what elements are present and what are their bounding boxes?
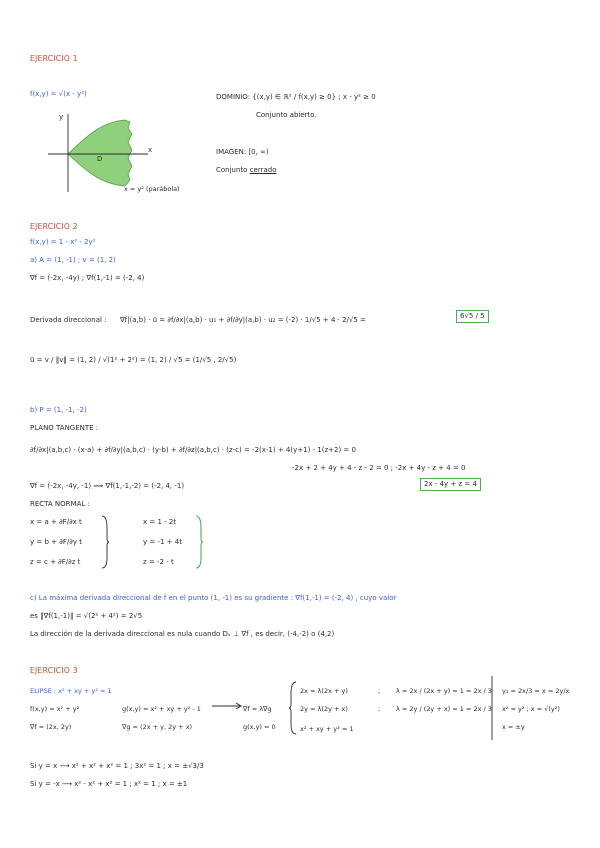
ej2-deriv-label: Derivada direccional :: [30, 316, 107, 324]
recta-right-z: z = -2 - t: [143, 558, 174, 566]
ej3-case-1: Si y = x ⟶ x² + x² + x² = 1 ; 3x² = 1 ; x = ±√3/3: [30, 762, 204, 770]
domain-region: [68, 120, 132, 186]
ej3-elipse: ELIPSE : x² + xy + y² = 1: [30, 687, 112, 695]
ej2-plano-result: 2x - 4y + z = 4: [420, 478, 481, 491]
ej3-divider: [490, 676, 494, 740]
x-axis-label: x: [148, 146, 153, 154]
ej2-gradient: ∇f = (-2x, -4y) ; ∇f(1,-1) = (-2, 4): [30, 274, 145, 282]
ej2-deriv-formula: ∇f|(a,b) · ū = ∂f/∂x|(a,b) · u₁ + ∂f/∂y|(a,b) · u₂ = (-2) · 1/√5 + 4 · 2/√5 =: [120, 316, 366, 324]
ej2-function: f(x,y) = 1 - x² - 2y²: [30, 238, 96, 246]
ej2-title: EJERCICIO 2: [30, 222, 78, 231]
recta-right-x: x = 1 - 2t: [143, 518, 177, 526]
ej3-sys-3: x² + xy + y² = 1: [300, 725, 354, 733]
ej1-imagen: IMAGEN: [0, ∞): [216, 148, 269, 156]
ej3-case-2: Si y = -x ⟶ x² - x² + x² = 1 ; x² = 1 ; x = ±1: [30, 780, 188, 788]
ej3-arrow: [210, 701, 244, 711]
ej2-part-a: a) A = (1, -1) ; v = (1, 2): [30, 256, 116, 264]
curve-label: x = y² (parábola): [124, 185, 180, 193]
ej1-function: f(x,y) = √(x - y²): [30, 90, 87, 98]
ej1-cerrado: [216, 166, 277, 175]
ej1-cerrado-prefix: Conjunto: [216, 166, 248, 174]
recta-right-brace: [194, 514, 204, 570]
ej2-part-c-line1: [30, 594, 396, 603]
ej2-part-c-line3: La dirección de la derivada direccional es nula cuando Dᵥ ⊥ ∇f , es decir, (-4,-2) o (4,2): [30, 630, 335, 638]
ej1-domain-graph: [40, 108, 210, 200]
ej3-right-2: x² = y² ; x = √(y²): [502, 705, 560, 713]
ej3-lagrange: ∇f = λ∇g: [243, 705, 272, 713]
ej2-gradient-3d: ∇f = (-2x, -4y, -1) ⟹ ∇f(1,-1,-2) = (-2, 4, -1): [30, 482, 185, 490]
ej2-part-b: b) P = (1, -1, -2): [30, 406, 87, 414]
ej3-right-1: y₃ = 2x/3 = x = 2y/x: [502, 687, 570, 695]
ej3-right-3: x = ±y: [502, 723, 525, 731]
region-label: D: [97, 155, 103, 163]
ej2-plano-label: PLANO TANGENTE :: [30, 424, 99, 432]
recta-left-x: x = a + ∂F/∂x t: [30, 518, 82, 526]
ej2-part-c-text: c) La máxima derivada direccional de f en el punto (1, -1) es su gradiente : ∇f(1,-1) = (-2, 4) , cuyo valor: [30, 594, 397, 602]
ej2-part-c-line2: es ‖∇f(1,-1)‖ = √(2² + 4²) = 2√5: [30, 612, 143, 620]
ej3-system-brace: [288, 680, 298, 736]
ej3-sys-1: 2x = λ(2x + y): [300, 687, 348, 695]
ej1-abierto: Conjunto abierto.: [256, 111, 317, 119]
ej3-lambda-2: λ = 2y / (2y + x) = 1 = 2x / 3: [396, 705, 492, 713]
recta-left-brace: [100, 514, 110, 570]
y-axis-label: y: [59, 113, 64, 121]
ej2-unit-vector: ū = v / ‖v‖ = (1, 2) / √(1² + 2²) = (1, 2) / √5 = (1/√5 , 2/√5): [30, 356, 237, 364]
ej3-f: f(x,y) = x² + y²: [30, 705, 80, 713]
recta-left-z: z = c + ∂F/∂z t: [30, 558, 81, 566]
ej3-grad-f: ∇f = (2x, 2y): [30, 723, 72, 731]
ej2-deriv-result: 6√5 / 5: [456, 310, 489, 323]
ej3-semicolon-1: ;: [378, 687, 381, 695]
ej1-cerrado-word: cerrado: [249, 166, 277, 174]
ej3-grad-g: ∇g = (2x + y, 2y + x): [122, 723, 193, 731]
ej3-lambda-1: λ = 2x / (2x + y) = 1 = 2x / 3: [396, 687, 492, 695]
ej3-g-zero: g(x,y) = 0: [243, 723, 276, 731]
ej2-recta-label: RECTA NORMAL :: [30, 500, 90, 508]
ej3-title: EJERCICIO 3: [30, 666, 78, 675]
recta-right-y: y = -1 + 4t: [143, 538, 182, 546]
recta-left-y: y = b + ∂F/∂y t: [30, 538, 82, 546]
ej2-plano-formula: ∂f/∂x|(a,b,c) · (x-a) + ∂f/∂y|(a,b,c) · (y-b) + ∂f/∂z|(a,b,c) · (z-c) = -2(x-1) + 4(y+1) - 1(z+2) = 0: [30, 446, 356, 454]
ej3-sys-2: 2y = λ(2y + x): [300, 705, 348, 713]
ej1-dominio: DOMINIO: {(x,y) ∈ ℝ² / f(x,y) ≥ 0} ; x - y² ≥ 0: [216, 93, 376, 101]
ej1-title: EJERCICIO 1: [30, 54, 78, 63]
ej3-g: g(x,y) = x² + xy + y² - 1: [122, 705, 201, 713]
ej2-plano-line2: -2x + 2 + 4y + 4 - z - 2 = 0 ; -2x + 4y - z + 4 = 0: [292, 464, 466, 472]
ej3-semicolon-2: ;: [378, 705, 381, 713]
